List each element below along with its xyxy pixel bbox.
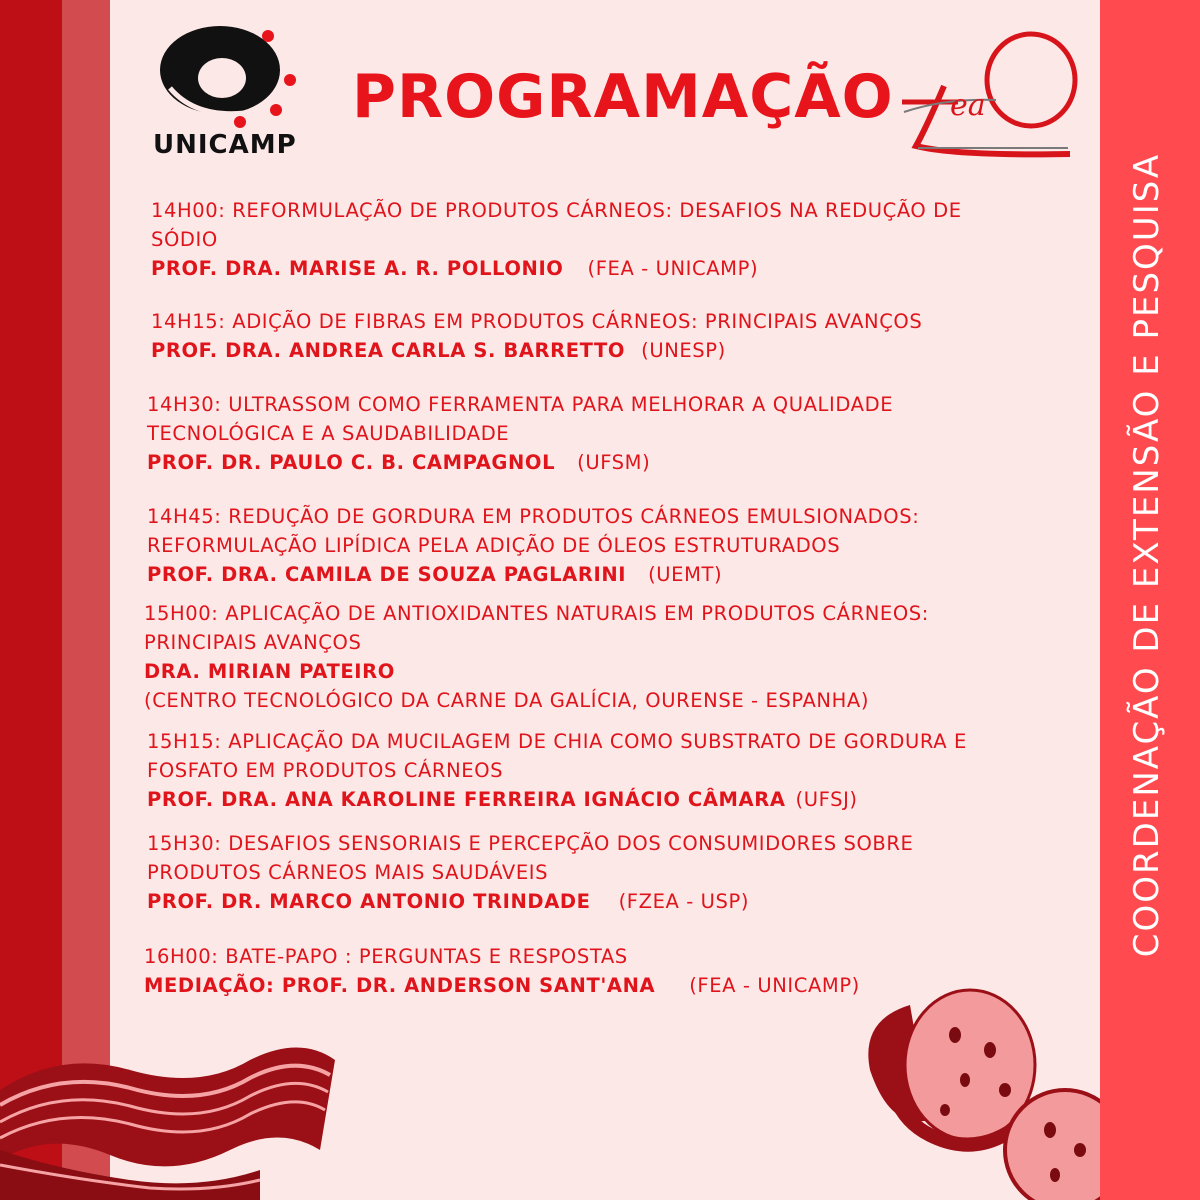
item-title-line: 15H30: DESAFIOS SENSORIAIS E PERCEPÇÃO DOS CONSUMIDORES SOBRE xyxy=(147,832,914,855)
schedule-item xyxy=(147,390,893,477)
schedule-item xyxy=(151,307,922,365)
fea-emblem-icon xyxy=(896,28,1086,158)
speaker-affiliation: (UFSM) xyxy=(577,451,651,474)
sidebar-vertical-caption xyxy=(1097,0,1197,1200)
item-title-line: 14H30: ULTRASSOM COMO FERRAMENTA PARA MELHORAR A QUALIDADE xyxy=(147,393,894,416)
speaker-name: PROF. DRA. CAMILA DE SOUZA PAGLARINI xyxy=(147,563,627,586)
speaker-affiliation: (FEA - UNICAMP) xyxy=(587,257,759,280)
speaker-name: PROF. DRA. ANDREA CARLA S. BARRETTO xyxy=(151,339,626,362)
item-title-line: 16H00: BATE-PAPO : PERGUNTAS E RESPOSTAS xyxy=(144,945,628,968)
bacon-illustration xyxy=(0,1030,340,1200)
speaker-name: MEDIAÇÃO: PROF. DR. ANDERSON SANT'ANA xyxy=(144,974,656,997)
speaker-affiliation: (UNESP) xyxy=(641,339,726,362)
page-title: PROGRAMAÇÃO xyxy=(352,62,894,132)
left-decor-bar-dark xyxy=(0,0,62,1200)
unicamp-logo xyxy=(150,18,310,163)
speaker-affiliation: (UEMT) xyxy=(648,563,723,586)
schedule-item xyxy=(147,727,967,814)
speaker-name: PROF. DR. MARCO ANTONIO TRINDADE xyxy=(147,890,591,913)
schedule-item xyxy=(147,829,913,916)
schedule-item xyxy=(147,502,919,589)
item-title-line: FOSFATO EM PRODUTOS CÁRNEOS xyxy=(147,759,504,782)
unicamp-wordmark: UNICAMP xyxy=(153,130,297,160)
left-decor-bar-light xyxy=(62,0,110,1200)
speaker-name: PROF. DRA. MARISE A. R. POLLONIO xyxy=(151,257,564,280)
item-title-line: SÓDIO xyxy=(151,228,218,251)
item-title-line: 14H00: REFORMULAÇÃO DE PRODUTOS CÁRNEOS: DESAFIOS NA REDUÇÃO DE xyxy=(151,199,962,222)
item-title-line: 14H15: ADIÇÃO DE FIBRAS EM PRODUTOS CÁRNEOS: PRINCIPAIS AVANÇOS xyxy=(151,310,923,333)
speaker-affiliation: (FEA - UNICAMP) xyxy=(689,974,860,997)
item-title-line: PRINCIPAIS AVANÇOS xyxy=(144,631,362,654)
salami-illustration xyxy=(850,960,1100,1200)
item-title-line: PRODUTOS CÁRNEOS MAIS SAUDÁVEIS xyxy=(147,861,549,884)
speaker-affiliation: (FZEA - USP) xyxy=(618,890,750,913)
item-title-line: 15H00: APLICAÇÃO DE ANTIOXIDANTES NATURAIS EM PRODUTOS CÁRNEOS: xyxy=(144,602,929,625)
sidebar-caption-text: COORDENAÇÃO DE EXTENSÃO E PESQUISA xyxy=(1127,152,1167,958)
fea-logo-letters: ea xyxy=(950,88,986,123)
speaker-name: DRA. MIRIAN PATEIRO xyxy=(144,660,395,683)
speaker-affiliation: (CENTRO TECNOLÓGICO DA CARNE DA GALÍCIA, OURENSE - ESPANHA) xyxy=(144,689,870,712)
fea-logo xyxy=(896,28,1086,158)
item-title-line: 15H15: APLICAÇÃO DA MUCILAGEM DE CHIA COMO SUBSTRATO DE GORDURA E xyxy=(147,730,967,753)
schedule-item xyxy=(151,196,962,283)
speaker-affiliation: (UFSJ) xyxy=(795,788,858,811)
item-title-line: REFORMULAÇÃO LIPÍDICA PELA ADIÇÃO DE ÓLEOS ESTRUTURADOS xyxy=(147,534,841,557)
item-title-line: TECNOLÓGICA E A SAUDABILIDADE xyxy=(147,422,510,445)
unicamp-emblem-icon xyxy=(150,18,310,130)
item-title-line: 14H45: REDUÇÃO DE GORDURA EM PRODUTOS CÁRNEOS EMULSIONADOS: xyxy=(147,505,920,528)
speaker-name: PROF. DR. PAULO C. B. CAMPAGNOL xyxy=(147,451,556,474)
schedule-item xyxy=(144,599,929,715)
schedule-item xyxy=(144,942,860,1000)
speaker-name: PROF. DRA. ANA KAROLINE FERREIRA IGNÁCIO CÂMARA xyxy=(147,788,786,811)
